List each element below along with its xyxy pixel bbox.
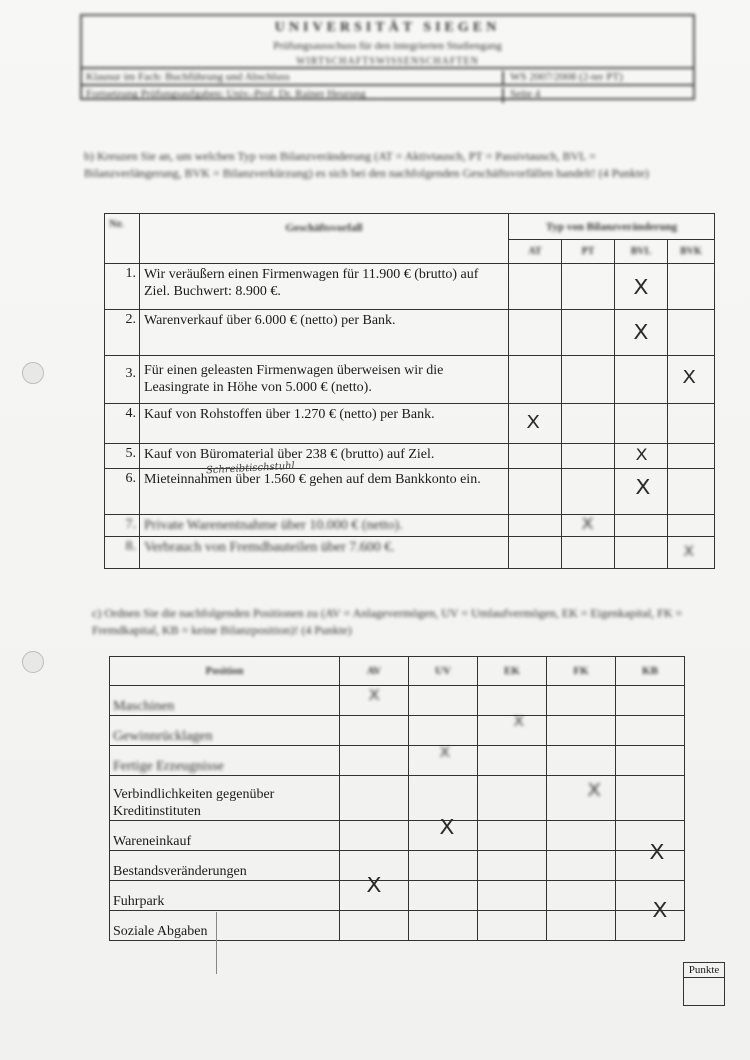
cross-mark-row3: X [682, 367, 696, 388]
col-pt: PT [562, 240, 615, 264]
col-nr: Nr. [105, 214, 140, 264]
table-row [110, 821, 685, 851]
cross-mark-c-row7: X [366, 873, 382, 897]
table-row [105, 356, 715, 404]
table-row [105, 537, 715, 569]
exam-subject: Klausur im Fach: Buchführung und Abschluss [86, 71, 290, 83]
exam-header [80, 14, 695, 100]
pencil-stroke [216, 912, 217, 974]
col-bvk: BVK [668, 240, 715, 264]
cross-mark-row4: X [526, 412, 540, 433]
col-fk: FK [547, 657, 616, 686]
row-number: 5. [105, 444, 140, 469]
col-uv: UV [409, 657, 478, 686]
row-number: 3. [105, 356, 140, 404]
points-box [683, 962, 725, 1006]
cross-mark-row5: X [635, 445, 648, 464]
cross-mark-c-row4: X [587, 780, 601, 801]
balance-change-table [104, 213, 715, 569]
position-label: Wareneinkauf [110, 821, 340, 851]
punch-hole [22, 362, 44, 384]
col-bvl: BVL [615, 240, 668, 264]
page-number: Seite 4 [502, 88, 690, 103]
row-text: Wir veräußern einen Firmenwagen für 11.900 € (brutto) auf Ziel. Buchwert: 8.900 €. [140, 264, 509, 310]
table-row [105, 469, 715, 515]
table-row [110, 911, 685, 941]
row-text: Für einen geleasten Firmenwagen überweisen wir die Leasingrate in Höhe von 5.000 € (netto). [140, 356, 509, 404]
task-c-instructions: c) Ordnen Sie die nachfolgenden Positionen zu (AV = Anlagevermögen, UV = Umlaufvermögen, EK = Eigenkapital, FK = Fremdkapital, KB = keine Bilanzposition)! (4 Punkte) [92, 606, 683, 637]
col-type: Typ von Bilanzveränderung [509, 214, 715, 240]
cross-mark-c-row1: X [368, 686, 380, 704]
position-label: Maschinen [110, 686, 340, 716]
row-number: 7. [105, 515, 140, 537]
row-number: 4. [105, 404, 140, 444]
university-name: UNIVERSITÄT SIEGEN [274, 20, 501, 35]
table-row [105, 404, 715, 444]
points-label: Punkte [684, 963, 724, 978]
cross-mark-row6: X [635, 475, 651, 499]
table-row [105, 310, 715, 356]
cross-mark-c-row5: X [439, 815, 455, 839]
row-number: 2. [105, 310, 140, 356]
position-label-text: Verbindlichkeiten gegenüber Kreditinstituten [113, 787, 275, 819]
table-row [110, 686, 685, 716]
table-row [105, 264, 715, 310]
table-row [110, 851, 685, 881]
table-row [110, 716, 685, 746]
faculty-line: WIRTSCHAFTSWISSENSCHAFTEN [296, 56, 479, 67]
cross-mark-c-row2: X [513, 714, 525, 730]
continuation: Fortsetzung Prüfungsaufgaben: Univ.-Prof. Dr. Rainer Heurung [86, 88, 366, 100]
row-number: 6. [105, 469, 140, 515]
position-label: Soziale Abgaben [110, 911, 340, 941]
task-b-instructions: b) Kreuzen Sie an, um welchen Typ von Bilanzveränderung (AT = Aktivtausch, PT = Passivtausch, BVL = Bilanzverlängerung, BVK = Bilanzverkürzung) es sich bei den nachfolgenden Geschäftsvorfällen handelt! (4 Punkte) [84, 149, 649, 180]
col-position: Position [110, 657, 340, 686]
row-text: Warenverkauf über 6.000 € (netto) per Bank. [140, 310, 509, 356]
punch-hole [22, 651, 44, 673]
col-kb: KB [616, 657, 685, 686]
row-number: 1. [105, 264, 140, 310]
cross-mark-row1: X [633, 275, 649, 299]
row-text: Kauf von Rohstoffen über 1.270 € (netto) per Bank. [140, 404, 509, 444]
cross-mark-c-row6: X [649, 840, 665, 864]
cross-mark-c-row8: X [652, 898, 668, 922]
row-text [140, 444, 509, 469]
header-row-continuation [82, 84, 693, 103]
row-text: Mieteinnahmen über 1.560 € gehen auf dem Bankkonto ein. [140, 469, 509, 515]
position-label [110, 776, 340, 821]
cross-mark-row7: X [581, 514, 594, 533]
col-av: AV [340, 657, 409, 686]
cross-mark-row8: X [683, 544, 695, 560]
col-at: AT [509, 240, 562, 264]
handwritten-note: Schreibtischstuhl [205, 460, 296, 477]
position-label: Bestandsveränderungen [110, 851, 340, 881]
table-row [105, 444, 715, 469]
col-ek: EK [478, 657, 547, 686]
position-label: Fuhrpark [110, 881, 340, 911]
table-row [110, 746, 685, 776]
row-text-content: Kauf von Büromaterial über 238 € (brutto) auf Ziel. [144, 447, 435, 462]
cross-mark-c-row3: X [439, 745, 451, 761]
semester: WS 2007/2008 (2-ter PT) [502, 71, 690, 86]
committee-line: Prüfungsausschuss für den integrierten Studiengang [273, 40, 502, 52]
cross-mark-row2: X [633, 320, 649, 344]
position-label: Gewinnrücklagen [110, 716, 340, 746]
col-case: Geschäftsvorfall [140, 214, 509, 264]
table-row [110, 881, 685, 911]
row-text: Verbrauch von Fremdbauteilen über 7.600 €. [140, 537, 509, 569]
position-label: Fertige Erzeugnisse [110, 746, 340, 776]
row-number: 8. [105, 537, 140, 569]
row-text: Private Warenentnahme über 10.000 € (netto). [140, 515, 509, 537]
table-row [105, 515, 715, 537]
